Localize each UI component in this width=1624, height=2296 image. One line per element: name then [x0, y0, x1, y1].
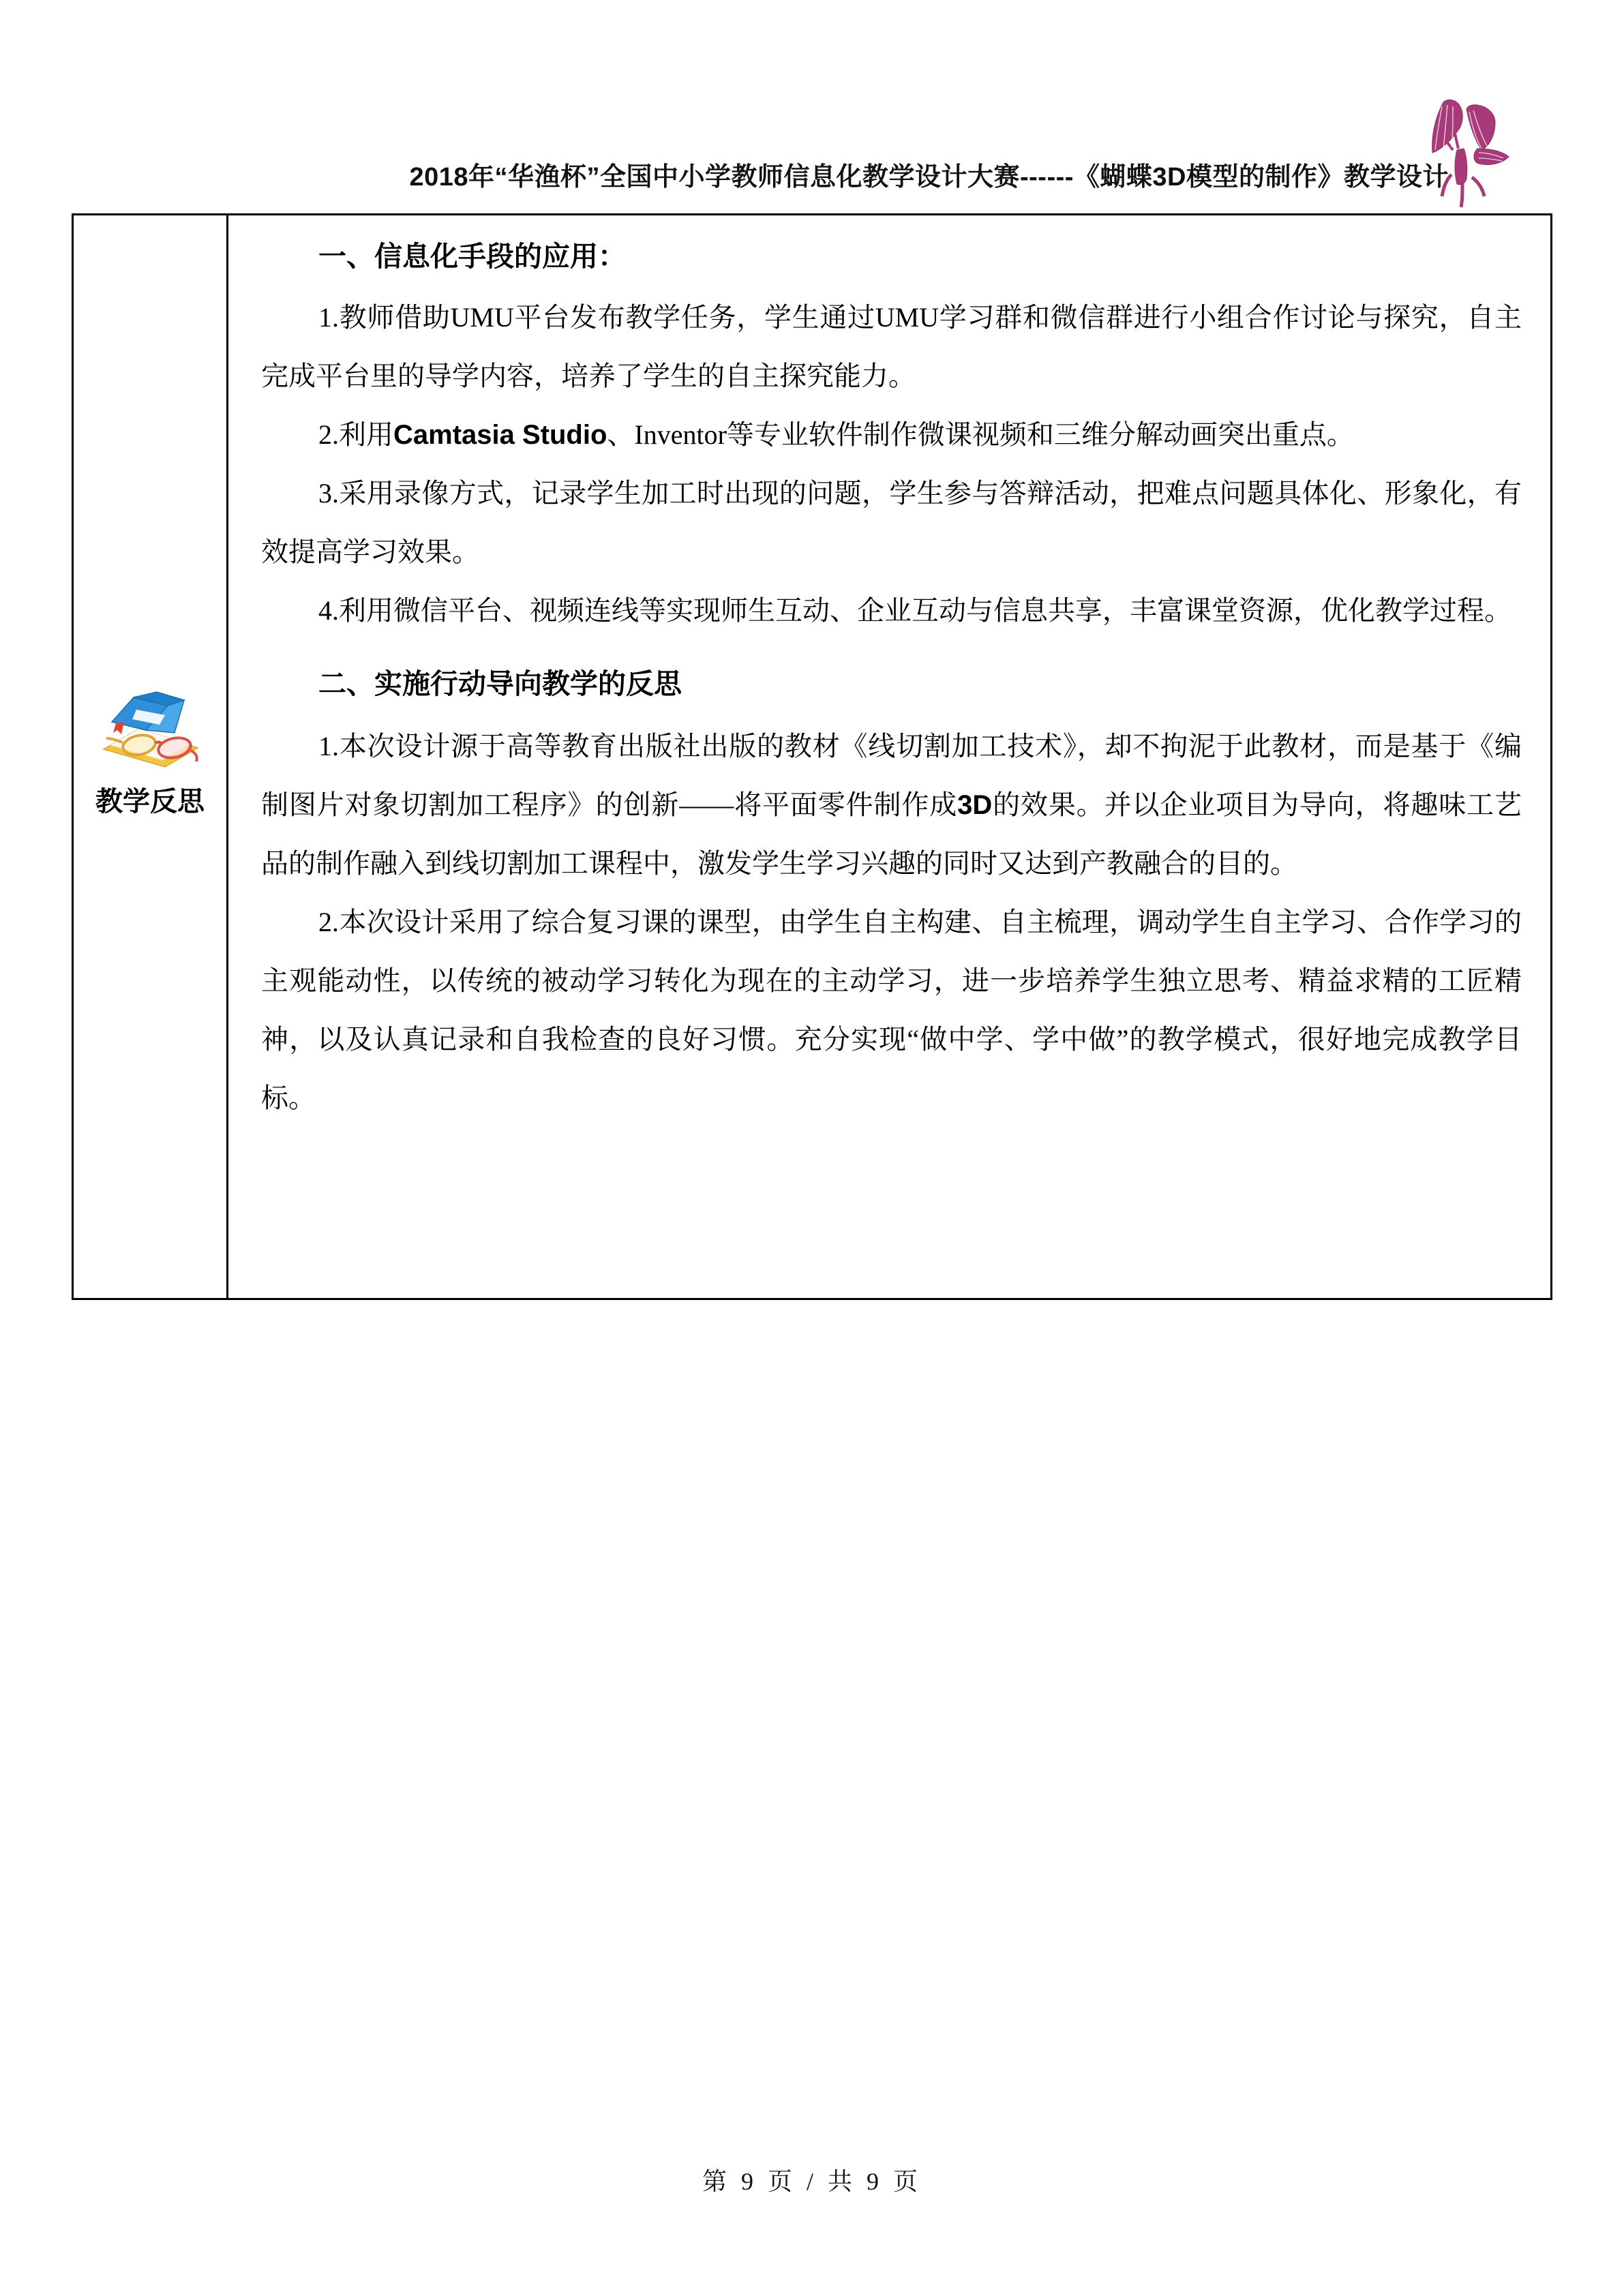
item-number: 1.	[318, 302, 339, 333]
section-1-item-4	[261, 581, 1522, 640]
item-text-after: 的效果。并以企业项目为导向，将趣味工艺品的制作融入到线切割加工课程中，激发学生学习兴趣的同时又达到产教融合的目的。	[261, 789, 1522, 879]
section-2-item-2	[261, 893, 1522, 1128]
item-text-after: 等专业软件制作微课视频和三维分解动画突出重点。	[726, 419, 1354, 450]
item-number: 3.	[318, 478, 339, 509]
table-content-cell	[228, 215, 1550, 1298]
section-1-item-1	[261, 288, 1522, 406]
header-title: 2018年“华渔杯”全国中小学教师信息化教学设计大赛------《蝴蝶3D模型的制作》教学设计	[409, 163, 1449, 192]
item-number: 4.	[318, 595, 339, 626]
item-text: 利用微信平台、视频连线等实现师生互动、企业互动与信息共享，丰富课堂资源，优化教学过程。	[339, 595, 1512, 626]
section-heading-1: 一、信息化手段的应用：	[318, 241, 626, 272]
item-text: 本次设计源于高等教育出版社出版的教材《线切割加工技术》，却不拘泥于此教材，而是基于《编制图片对象切割加工程序》的创新——将平面零件制作成	[261, 731, 1522, 820]
section-1-item-3	[261, 464, 1522, 581]
emphasis-3d: 3D	[957, 790, 993, 820]
software-name-inventor: Inventor	[634, 419, 727, 450]
item-number: 1.	[318, 731, 339, 761]
item-text: 利用	[339, 419, 393, 450]
item-number: 2.	[318, 907, 339, 937]
item-number: 2.	[318, 419, 339, 450]
section-heading-2: 二、实施行动导向教学的反思	[318, 668, 682, 699]
book-and-glasses-icon	[94, 682, 210, 774]
item-text: 采用录像方式，记录学生加工时出现的问题，学生参与答辩活动，把难点问题具体化、形象化，有效提高学习效果。	[261, 478, 1522, 567]
table-label-cell	[74, 215, 228, 1298]
document-header	[0, 155, 1624, 203]
item-text: 教师借助UMU平台发布教学任务，学生通过UMU学习群和微信群进行小组合作讨论与探究，自主完成平台里的导学内容，培养了学生的自主探究能力。	[261, 302, 1522, 391]
table-label-text: 教学反思	[95, 786, 205, 817]
section-2-item-1	[261, 717, 1522, 893]
item-text: 本次设计采用了综合复习课的课型，由学生自主构建、自主梳理，调动学生自主学习、合作学习的主观能动性，以传统的被动学习转化为现在的主动学习，进一步培养学生独立思考、精益求精的工匠精神，以及认真记录和自我检查的良好习惯。充分实现“做中学、学中做”的教学模式，很好地完成教学目标。	[261, 907, 1522, 1113]
reflection-table	[72, 213, 1552, 1300]
section-1-item-2	[261, 406, 1522, 464]
page-footer: 第 9 页 / 共 9 页	[702, 2168, 922, 2195]
butterfly-3d-model-image	[1401, 82, 1537, 211]
software-name-camtasia: Camtasia Studio	[393, 420, 607, 450]
item-text-mid: 、	[607, 419, 635, 450]
